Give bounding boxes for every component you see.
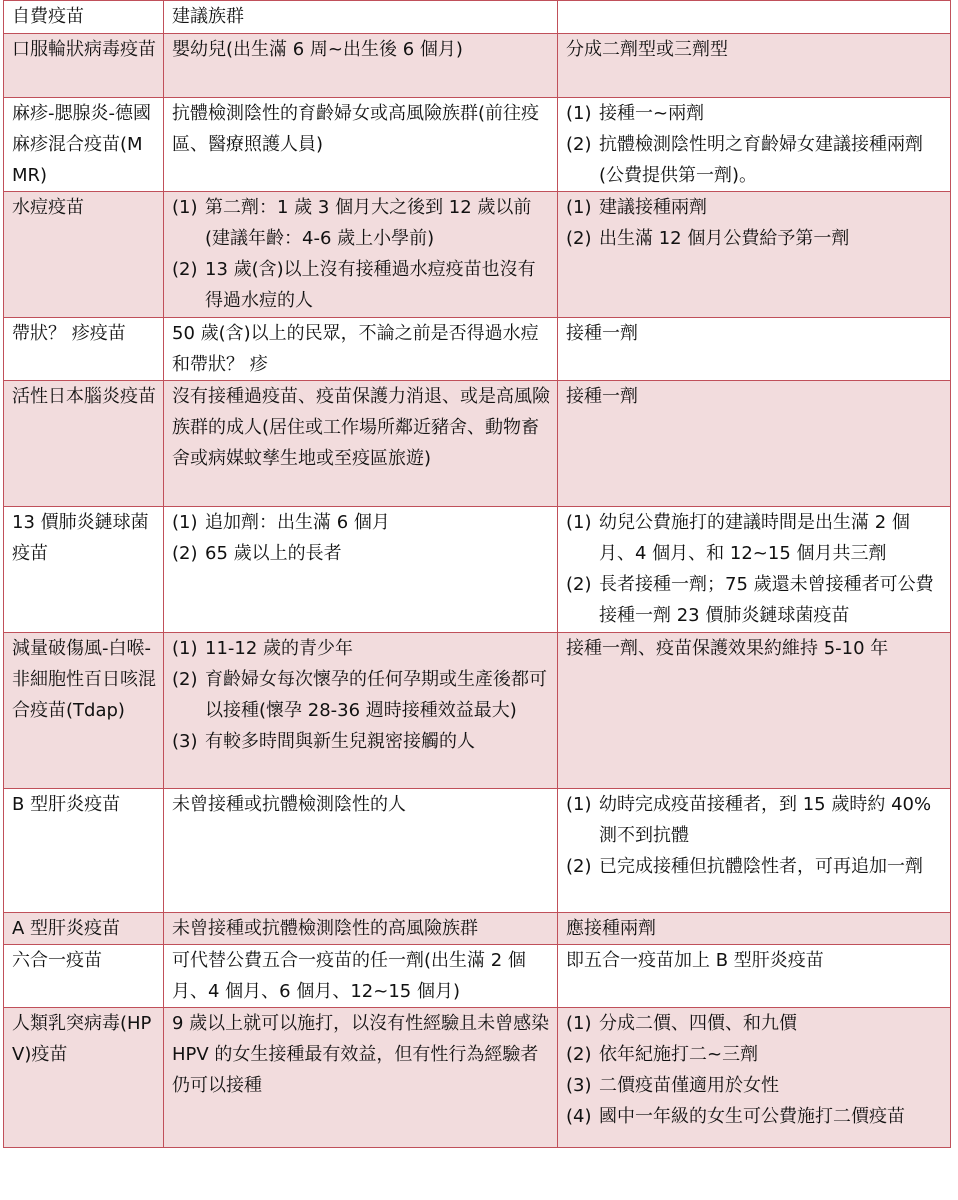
table-header-row [4, 1, 951, 34]
item-number: (3) [172, 731, 198, 752]
item-number: (1) [566, 1013, 592, 1034]
notes-cell [558, 34, 951, 98]
table-row [4, 381, 951, 507]
list-item [566, 507, 944, 569]
vaccine-name: A 型肝炎疫苗 [4, 913, 164, 945]
list-item [566, 192, 944, 223]
notes-cell [558, 507, 951, 633]
item-number: (1) [172, 512, 198, 533]
cell-text [172, 945, 551, 1007]
item-text: 65 歲以上的長者 [205, 543, 342, 564]
item-text: 9 歲以上就可以施打，以沒有性經驗且未曾感染 HPV 的女生接種最有效益，但有性行為經驗者仍可以接種 [172, 1013, 550, 1096]
item-text: 建議接種兩劑 [599, 197, 707, 218]
vaccine-name: 減量破傷風-白喉-非細胞性百日咳混合疫苗(Tdap) [4, 633, 164, 789]
table-row [4, 192, 951, 318]
item-text: 長者接種一劑；75 歲還未曾接種者可公費接種一劑 23 價肺炎鏈球菌疫苗 [599, 574, 934, 626]
recommended-group-cell [164, 318, 558, 381]
notes-cell [558, 913, 951, 945]
recommended-group-cell [164, 945, 558, 1008]
item-number: (1) [566, 197, 592, 218]
list-item [566, 1070, 944, 1101]
item-text: 接種一~兩劑 [599, 103, 705, 124]
table-row [4, 318, 951, 381]
vaccine-name: 六合一疫苗 [4, 945, 164, 1008]
list-item [566, 98, 944, 129]
cell-text [172, 789, 551, 820]
vaccine-name: 口服輪狀病毒疫苗 [4, 34, 164, 98]
list-item [172, 726, 551, 757]
list-item [172, 192, 551, 254]
list-item [566, 1101, 944, 1132]
item-text: 11-12 歲的青少年 [205, 638, 354, 659]
list-item [566, 1039, 944, 1070]
item-text: 育齡婦女每次懷孕的任何孕期或生產後都可以接種(懷孕 28-36 週時接種效益最大) [205, 669, 547, 721]
list-item [566, 129, 944, 191]
item-number: (1) [566, 794, 592, 815]
recommended-group-cell [164, 98, 558, 192]
header-notes [558, 1, 951, 34]
item-text: 接種一劑 [566, 323, 638, 344]
item-number: (1) [172, 197, 198, 218]
vaccine-name: 水痘疫苗 [4, 192, 164, 318]
item-text: 接種一劑 [566, 386, 638, 407]
list-item [172, 538, 551, 569]
item-text: 幼時完成疫苗接種者，到 15 歲時約 40%測不到抗體 [599, 794, 932, 846]
vaccine-name: 人類乳突病毒(HPV)疫苗 [4, 1008, 164, 1148]
item-number: (1) [566, 512, 592, 533]
item-text: 沒有接種過疫苗、疫苗保護力消退、或是高風險族群的成人(居住或工作場所鄰近豬舍、動物畜舍或病媒蚊孳生地或至疫區旅遊) [172, 386, 550, 469]
cell-text [566, 318, 944, 349]
vaccine-table [3, 0, 951, 1148]
item-text: 有較多時間與新生兒親密接觸的人 [205, 731, 475, 752]
list-item [172, 254, 551, 316]
cell-text [172, 34, 551, 65]
item-number: (4) [566, 1106, 592, 1127]
cell-text [566, 945, 944, 976]
recommended-group-cell [164, 633, 558, 789]
item-text: 二價疫苗僅適用於女性 [599, 1075, 779, 1096]
item-text: 國中一年級的女生可公費施打二價疫苗 [599, 1106, 905, 1127]
list-item [172, 664, 551, 726]
item-number: (2) [566, 574, 592, 595]
item-text: 即五合一疫苗加上 B 型肝炎疫苗 [566, 950, 824, 971]
item-text: 未曾接種或抗體檢測陰性的人 [172, 794, 406, 815]
item-text: 抗體檢測陰性明之育齡婦女建議接種兩劑(公費提供第一劑)。 [599, 134, 923, 186]
list-item [566, 223, 944, 254]
item-number: (2) [566, 856, 592, 877]
item-number: (2) [172, 669, 198, 690]
list-item [566, 789, 944, 851]
item-number: (1) [566, 103, 592, 124]
cell-text [172, 1008, 551, 1101]
item-text: 50 歲(含)以上的民眾，不論之前是否得過水痘和帶狀？ 疹 [172, 323, 539, 375]
item-text: 出生滿 12 個月公費給予第一劑 [599, 228, 850, 249]
item-number: (2) [172, 543, 198, 564]
vaccine-name: 帶狀？ 疹疫苗 [4, 318, 164, 381]
vaccine-name: 活性日本腦炎疫苗 [4, 381, 164, 507]
notes-cell [558, 381, 951, 507]
list-item [172, 633, 551, 664]
item-number: (2) [566, 1044, 592, 1065]
cell-text [172, 381, 551, 474]
item-text: 應接種兩劑 [566, 918, 656, 939]
table-row [4, 633, 951, 789]
list-item [566, 1008, 944, 1039]
item-text: 已完成接種但抗體陰性者，可再追加一劑 [599, 856, 923, 877]
vaccine-name: B 型肝炎疫苗 [4, 789, 164, 913]
recommended-group-cell [164, 192, 558, 318]
recommended-group-cell [164, 381, 558, 507]
recommended-group-cell [164, 34, 558, 98]
item-number: (1) [172, 638, 198, 659]
notes-cell [558, 789, 951, 913]
item-number: (2) [172, 259, 198, 280]
item-text: 未曾接種或抗體檢測陰性的高風險族群 [172, 918, 478, 939]
cell-text [172, 913, 551, 944]
recommended-group-cell [164, 913, 558, 945]
cell-text [566, 633, 944, 664]
list-item [566, 569, 944, 631]
notes-cell [558, 318, 951, 381]
item-number: (2) [566, 228, 592, 249]
item-text: 接種一劑、疫苗保護效果約維持 5-10 年 [566, 638, 889, 659]
item-text: 第二劑：1 歲 3 個月大之後到 12 歲以前(建議年齡：4-6 歲上小學前) [205, 197, 532, 249]
cell-text [566, 913, 944, 944]
item-text: 13 歲(含)以上沒有接種過水痘疫苗也沒有得過水痘的人 [205, 259, 536, 311]
list-item [566, 851, 944, 882]
item-number: (2) [566, 134, 592, 155]
notes-cell [558, 633, 951, 789]
notes-cell [558, 98, 951, 192]
notes-cell [558, 1008, 951, 1148]
recommended-group-cell [164, 1008, 558, 1148]
recommended-group-cell [164, 507, 558, 633]
cell-text [172, 98, 551, 160]
item-text: 幼兒公費施打的建議時間是出生滿 2 個月、4 個月、和 12~15 個月共三劑 [599, 512, 910, 564]
item-text: 分成二劑型或三劑型 [566, 39, 728, 60]
vaccine-name: 13 價肺炎鏈球菌疫苗 [4, 507, 164, 633]
item-text: 抗體檢測陰性的育齡婦女或高風險族群(前往疫區、醫療照護人員) [172, 103, 540, 155]
header-recommended-group: 建議族群 [164, 1, 558, 34]
item-number: (3) [566, 1075, 592, 1096]
notes-cell [558, 945, 951, 1008]
table-row [4, 945, 951, 1008]
table-row [4, 98, 951, 192]
table-row [4, 913, 951, 945]
list-item [172, 507, 551, 538]
cell-text [566, 381, 944, 412]
item-text: 追加劑：出生滿 6 個月 [205, 512, 390, 533]
item-text: 可代替公費五合一疫苗的任一劑(出生滿 2 個月、4 個月、6 個月、12~15 個月) [172, 950, 526, 1002]
table-row [4, 1008, 951, 1148]
item-text: 依年紀施打二~三劑 [599, 1044, 759, 1065]
cell-text [172, 318, 551, 380]
recommended-group-cell [164, 789, 558, 913]
item-text: 嬰幼兒(出生滿 6 周~出生後 6 個月) [172, 39, 463, 60]
table-row [4, 507, 951, 633]
table-row [4, 34, 951, 98]
cell-text [566, 34, 944, 65]
header-vaccine: 自費疫苗 [4, 1, 164, 34]
item-text: 分成二價、四價、和九價 [599, 1013, 797, 1034]
table-row [4, 789, 951, 913]
vaccine-name: 麻疹-腮腺炎-德國麻疹混合疫苗(MMR) [4, 98, 164, 192]
notes-cell [558, 192, 951, 318]
